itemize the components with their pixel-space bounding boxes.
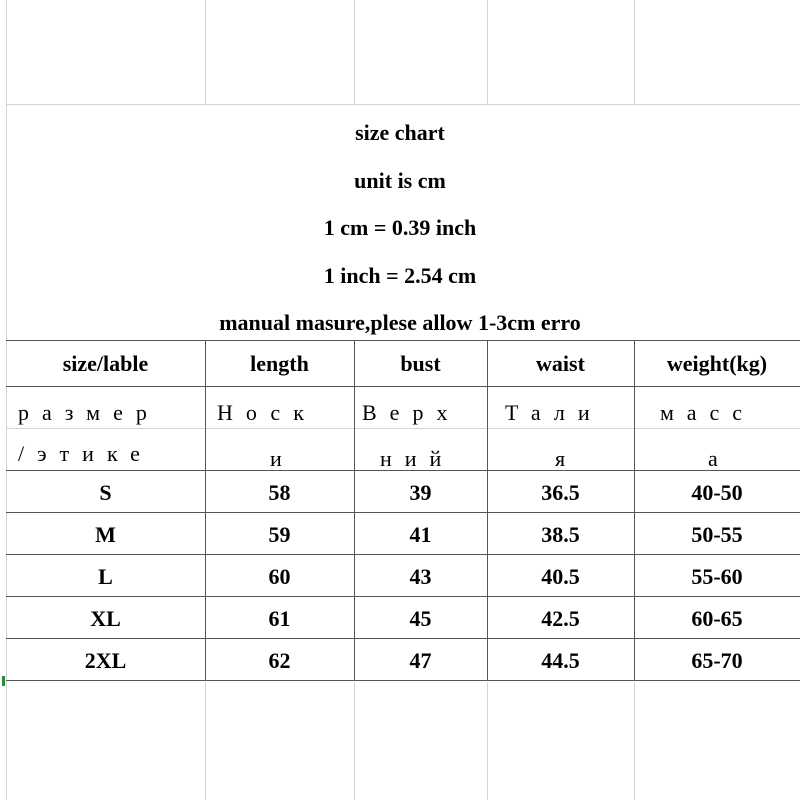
header-waist: waist (536, 351, 585, 376)
table-cell-waist: 40.5 (541, 564, 580, 589)
russian-header-waist-line1: Тали (505, 400, 603, 425)
table-cell-waist: 36.5 (541, 480, 580, 505)
table-border (6, 680, 800, 681)
table-cell-length: 59 (268, 522, 291, 547)
table-cell-weight: 40-50 (691, 480, 743, 505)
grid-line (354, 0, 355, 104)
table-cell-length: 62 (268, 648, 291, 673)
table-cell-weight: 60-65 (691, 606, 743, 631)
inch-to-cm-note: 1 inch = 2.54 cm (323, 263, 477, 288)
grid-line (354, 682, 355, 800)
grid-line (634, 682, 635, 800)
russian-header-length-line2: и (270, 446, 295, 471)
header-length: length (250, 351, 309, 376)
table-cell-size: S (99, 480, 112, 505)
table-cell-length: 60 (268, 564, 291, 589)
grid-line (355, 428, 486, 429)
table-cell-bust: 43 (409, 564, 432, 589)
grid-line (634, 0, 635, 104)
header-size: size/lable (62, 351, 149, 376)
grid-line (635, 428, 800, 429)
russian-header-bust-line2: ний (380, 446, 455, 471)
header-bust: bust (400, 351, 441, 376)
grid-line (205, 0, 206, 104)
header-weight: weight(kg) (666, 351, 768, 376)
russian-header-bust-line1: Верх (362, 400, 461, 425)
table-cell-weight: 65-70 (691, 648, 743, 673)
table-cell-length: 58 (268, 480, 291, 505)
grid-line (487, 682, 488, 800)
cm-to-inch-note: 1 cm = 0.39 inch (323, 215, 477, 240)
russian-header-weight-line2: а (708, 446, 731, 471)
table-border (6, 512, 800, 513)
table-cell-bust: 41 (409, 522, 432, 547)
table-border (6, 386, 800, 387)
table-border (6, 638, 800, 639)
table-cell-bust: 39 (409, 480, 432, 505)
table-cell-waist: 44.5 (541, 648, 580, 673)
grid-line (205, 682, 206, 800)
russian-header-waist-line2: я (555, 446, 579, 471)
russian-header-weight-line1: масс (660, 400, 756, 425)
table-cell-size: M (95, 522, 116, 547)
russian-header-size-line1: размер (18, 400, 160, 425)
russian-header-length-line1: Носк (217, 400, 317, 425)
grid-line (206, 428, 353, 429)
table-cell-waist: 38.5 (541, 522, 580, 547)
measurement-note: manual masure,plese allow 1-3cm erro (219, 310, 581, 335)
table-cell-bust: 47 (409, 648, 432, 673)
table-cell-size: L (98, 564, 113, 589)
chart-title: size chart (355, 120, 445, 145)
grid-line (6, 428, 204, 429)
grid-line (488, 428, 633, 429)
grid-line (487, 0, 488, 104)
table-cell-bust: 45 (409, 606, 432, 631)
table-cell-size: XL (90, 606, 121, 631)
table-border (6, 596, 800, 597)
table-cell-weight: 55-60 (691, 564, 743, 589)
table-cell-weight: 50-55 (691, 522, 743, 547)
grid-line (6, 104, 800, 105)
russian-header-size-line2: /этике (18, 441, 153, 466)
unit-note: unit is cm (354, 168, 446, 193)
table-border (6, 554, 800, 555)
cell-marker (2, 676, 5, 686)
table-cell-waist: 42.5 (541, 606, 580, 631)
table-border (6, 340, 800, 341)
table-cell-size: 2XL (84, 648, 127, 673)
table-cell-length: 61 (268, 606, 291, 631)
